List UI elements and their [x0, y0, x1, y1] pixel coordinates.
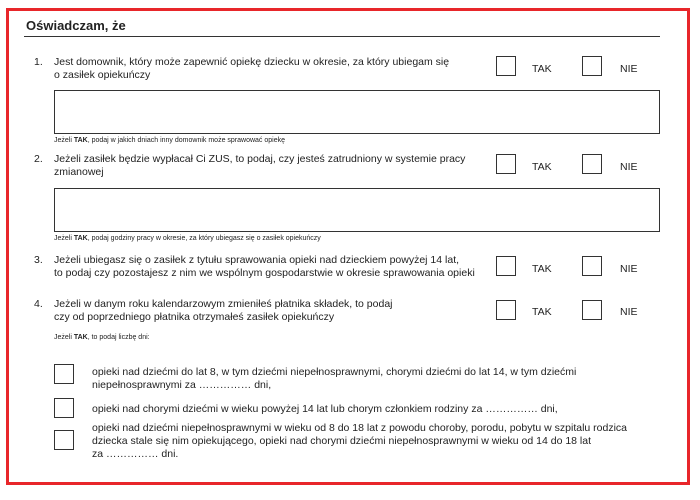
question-3-text: Jeżeli ubiegasz się o zasiłek z tytułu sprawowania opieki nad dzieckiem powyżej 14 lat, to podaj czy pozostajesz z nim we wspólnym gospodarstwie w okresie sprawowania opieki [54, 254, 475, 279]
question-2-hint: Jeżeli TAK, podaj godziny pracy w okresie, za który ubiegasz się o zasiłek opiekuńczy [54, 235, 321, 242]
option-3-text: opieki nad dziećmi niepełnosprawnymi w wieku od 8 do 18 lat z powodu choroby, porodu, pobytu w szpitalu rodzica dziecka stale się nim opiekującego, opieki nad chorymi dziećmi niepełnosprawnymi w wieku od 14 do 18 lat za …………… dni. [92, 422, 628, 460]
question-4-no-checkbox[interactable] [582, 300, 602, 320]
question-1-text: Jest domownik, który może zapewnić opiekę dziecku w okresie, za który ubiegam się o zasiłek opiekuńczy [54, 56, 450, 81]
question-2-no-checkbox[interactable] [582, 154, 602, 174]
question-1-yes-checkbox[interactable] [496, 56, 516, 76]
heading-divider [24, 36, 660, 37]
question-2-yes-checkbox[interactable] [496, 154, 516, 174]
question-1-no-checkbox[interactable] [582, 56, 602, 76]
question-2-no-label: NIE [620, 161, 638, 173]
question-4-no-label: NIE [620, 306, 638, 318]
question-2-number: 2. [34, 153, 43, 165]
question-3-no-checkbox[interactable] [582, 256, 602, 276]
question-4-number: 4. [34, 298, 43, 310]
question-3-yes-checkbox[interactable] [496, 256, 516, 276]
question-1-no-label: NIE [620, 63, 638, 75]
question-2-text: Jeżeli zasiłek będzie wypłacał Ci ZUS, to podaj, czy jesteś zatrudniony w systemie pracy zmianowej [54, 153, 466, 178]
question-1-yes-label: TAK [532, 63, 552, 75]
question-1-hint: Jeżeli TAK, podaj w jakich dniach inny domownik może sprawować opiekę [54, 137, 285, 144]
question-1-number: 1. [34, 56, 43, 68]
option-1-text: opieki nad dziećmi do lat 8, w tym dziećmi niepełnosprawnymi, chorymi dziećmi do lat 14, w tym dziećmi niepełnosprawnymi za …………… dni, [92, 366, 577, 391]
option-1-checkbox[interactable] [54, 364, 74, 384]
question-4-yes-checkbox[interactable] [496, 300, 516, 320]
question-2-answer-field[interactable] [54, 188, 660, 232]
question-2-yes-label: TAK [532, 161, 552, 173]
question-3-no-label: NIE [620, 263, 638, 275]
question-4-yes-label: TAK [532, 306, 552, 318]
question-3-yes-label: TAK [532, 263, 552, 275]
question-4-hint: Jeżeli TAK, to podaj liczbę dni: [54, 334, 150, 341]
section-heading: Oświadczam, że [26, 18, 126, 33]
option-2-text: opieki nad chorymi dziećmi w wieku powyżej 14 lat lub chorym członkiem rodziny za …………… dni, [92, 403, 558, 415]
question-4-text: Jeżeli w danym roku kalendarzowym zmieniłeś płatnika składek, to podaj czy od poprzedniego płatnika otrzymałeś zasiłek opiekuńczy [54, 298, 393, 323]
option-2-checkbox[interactable] [54, 398, 74, 418]
question-1-answer-field[interactable] [54, 90, 660, 134]
question-3-number: 3. [34, 254, 43, 266]
option-3-checkbox[interactable] [54, 430, 74, 450]
